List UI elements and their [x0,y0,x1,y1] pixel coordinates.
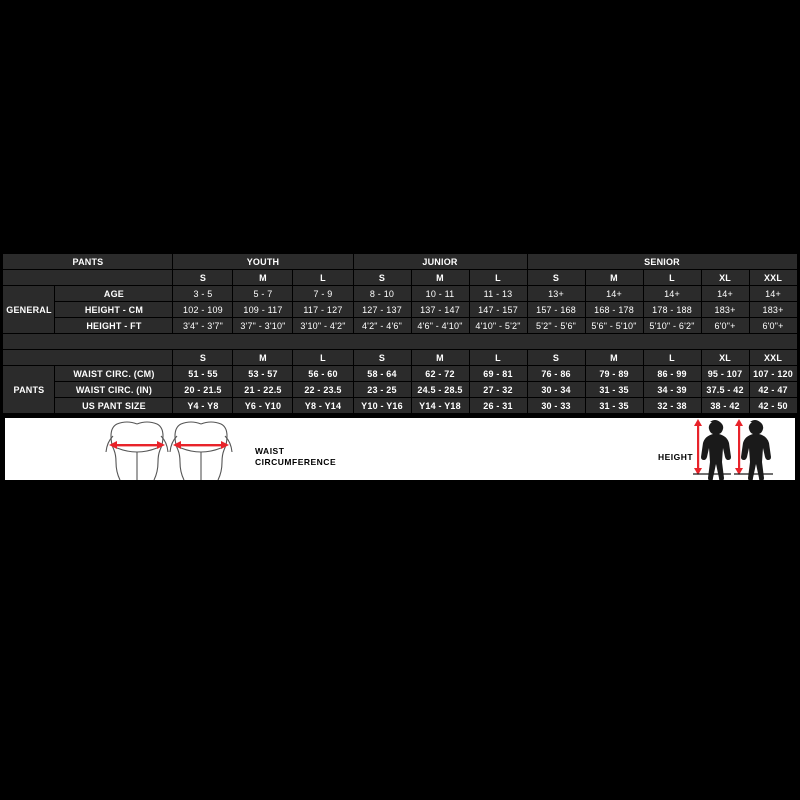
waist-label-line2: CIRCUMFERENCE [255,457,337,467]
cell: 24.5 - 28.5 [411,382,469,398]
size-letter-senior-m: M [585,270,643,286]
cell: 53 - 57 [233,366,293,382]
size-letter-junior-m: M [411,270,469,286]
height-label: HEIGHT [658,452,694,462]
cell: 5'2" - 5'6" [527,318,585,334]
size-letter2-youth-m: M [233,350,293,366]
cell: 79 - 89 [585,366,643,382]
size-letter-row-pants [3,350,797,366]
cell: 127 - 137 [353,302,411,318]
cell: 117 - 127 [293,302,353,318]
cell: Y8 - Y14 [293,398,353,414]
size-chart-table [2,253,797,414]
section-label-general: GENERAL [3,286,55,334]
size-letter-senior-l: L [643,270,701,286]
size-chart [0,253,800,547]
size-letter2-senior-s: S [527,350,585,366]
cell: 69 - 81 [469,366,527,382]
cell: 5'10" - 6'2" [643,318,701,334]
cell: 6'0"+ [749,318,797,334]
row-label-age: AGE [55,286,173,302]
hips-figure-left [106,422,168,480]
size-letter-youth-l: L [293,270,353,286]
size-letter2-senior-m: M [585,350,643,366]
cell: Y10 - Y16 [353,398,411,414]
cell: 37.5 - 42 [701,382,749,398]
cell: 32 - 38 [643,398,701,414]
cell: 3 - 5 [173,286,233,302]
page-title: PANTS [3,254,173,270]
size-letter2-youth-s: S [173,350,233,366]
row-label-waist-in: WAIST CIRC. (IN) [55,382,173,398]
cell: 38 - 42 [701,398,749,414]
cell: 168 - 178 [585,302,643,318]
cell: 56 - 60 [293,366,353,382]
cell: 20 - 21.5 [173,382,233,398]
cell: 42 - 50 [749,398,797,414]
cell: 42 - 47 [749,382,797,398]
cell: 8 - 10 [353,286,411,302]
cell: 178 - 188 [643,302,701,318]
cell: 30 - 33 [527,398,585,414]
size-letter2-junior-m: M [411,350,469,366]
table-row [3,366,797,382]
cell: 7 - 9 [293,286,353,302]
cell: 4'6" - 4'10" [411,318,469,334]
cell: 5 - 7 [233,286,293,302]
cell: 157 - 168 [527,302,585,318]
table-row [3,286,797,302]
size-letter-junior-s: S [353,270,411,286]
cell: 13+ [527,286,585,302]
cell: 27 - 32 [469,382,527,398]
cell: 14+ [643,286,701,302]
size-letter2-senior-l: L [643,350,701,366]
group-header-junior: JUNIOR [353,254,527,270]
cell: 34 - 39 [643,382,701,398]
cell: 23 - 25 [353,382,411,398]
size-letter-senior-s: S [527,270,585,286]
table-row [3,318,797,334]
size-letter-youth-s: S [173,270,233,286]
cell: 58 - 64 [353,366,411,382]
size-letter2-junior-s: S [353,350,411,366]
cell: 11 - 13 [469,286,527,302]
cell: 30 - 34 [527,382,585,398]
cell: 4'10" - 5'2" [469,318,527,334]
section-divider [3,334,797,350]
cell: Y14 - Y18 [411,398,469,414]
waist-circumference-label [255,446,336,468]
size-letter-senior-xl: XL [701,270,749,286]
row-label-waist-cm: WAIST CIRC. (CM) [55,366,173,382]
cell: 107 - 120 [749,366,797,382]
cell: 147 - 157 [469,302,527,318]
hips-figure-right [170,422,232,480]
cell: 14+ [701,286,749,302]
cell: 31 - 35 [585,398,643,414]
cell: 183+ [749,302,797,318]
section-label-pants: PANTS [3,366,55,414]
cell: 31 - 35 [585,382,643,398]
cell: 14+ [585,286,643,302]
cell: 21 - 22.5 [233,382,293,398]
size-row-blank-left-2 [3,350,173,366]
size-letter-senior-xxl: XXL [749,270,797,286]
cell: 14+ [749,286,797,302]
cell: 10 - 11 [411,286,469,302]
size-letter2-youth-l: L [293,350,353,366]
size-row-blank-left [3,270,173,286]
silhouette-figures [701,420,771,480]
cell: 76 - 86 [527,366,585,382]
cell: 51 - 55 [173,366,233,382]
group-header-senior: SENIOR [527,254,797,270]
size-letter-junior-l: L [469,270,527,286]
row-label-height-cm: HEIGHT - CM [55,302,173,318]
table-row [3,382,797,398]
cell: 3'4" - 3'7" [173,318,233,334]
size-letter2-junior-l: L [469,350,527,366]
size-letter-row-general [3,270,797,286]
group-header-youth: YOUTH [173,254,353,270]
table-row [3,302,797,318]
illustration-svg [5,418,795,480]
size-letter-youth-m: M [233,270,293,286]
cell: 95 - 107 [701,366,749,382]
cell: 86 - 99 [643,366,701,382]
cell: Y6 - Y10 [233,398,293,414]
table-row [3,398,797,414]
cell: 62 - 72 [411,366,469,382]
size-letter2-senior-xl: XL [701,350,749,366]
cell: 102 - 109 [173,302,233,318]
cell: 3'7" - 3'10" [233,318,293,334]
cell: Y4 - Y8 [173,398,233,414]
size-letter2-senior-xxl: XXL [749,350,797,366]
row-label-us-pant-size: US PANT SIZE [55,398,173,414]
cell: 6'0"+ [701,318,749,334]
table-header-row [3,254,797,270]
cell: 22 - 23.5 [293,382,353,398]
waist-label-line1: WAIST [255,446,285,456]
cell: 26 - 31 [469,398,527,414]
row-label-height-ft: HEIGHT - FT [55,318,173,334]
cell: 137 - 147 [411,302,469,318]
cell: 3'10" - 4'2" [293,318,353,334]
cell: 183+ [701,302,749,318]
cell: 109 - 117 [233,302,293,318]
cell: 5'6" - 5'10" [585,318,643,334]
measurement-illustration [5,418,795,480]
cell: 4'2" - 4'6" [353,318,411,334]
